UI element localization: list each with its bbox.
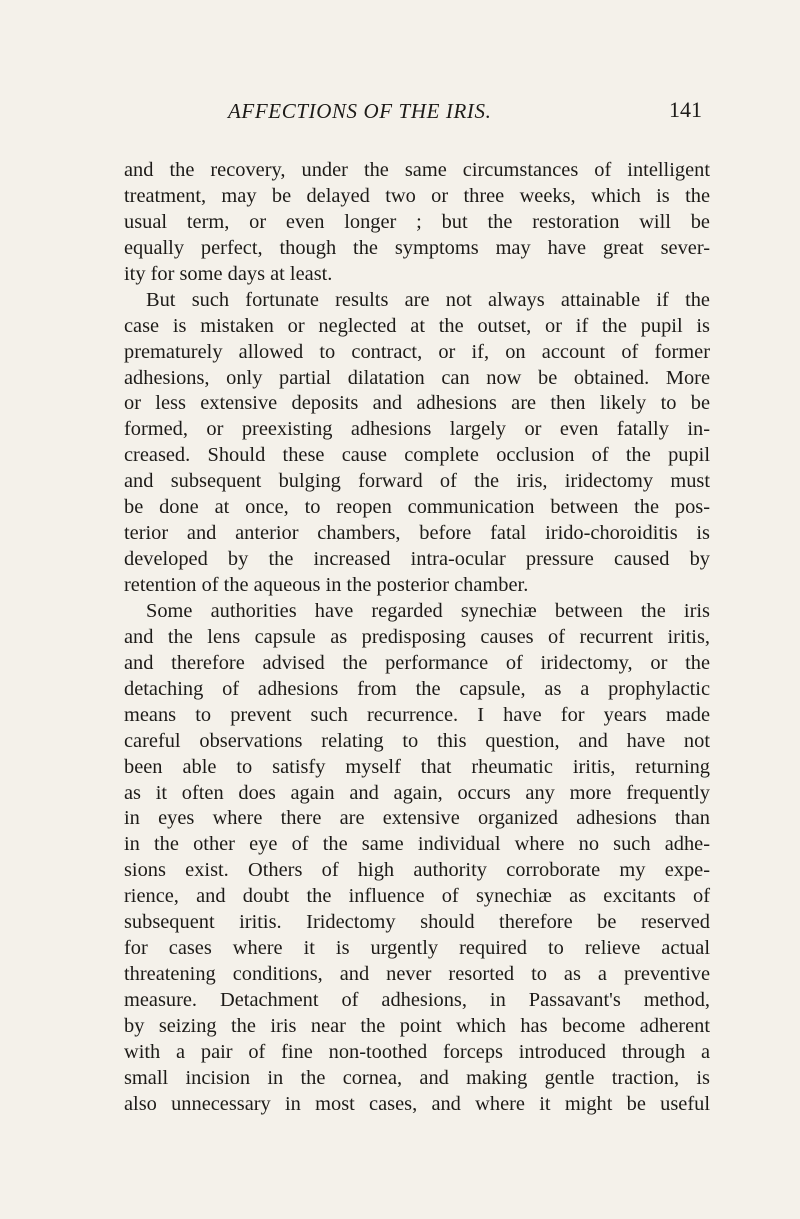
text-line: and therefore advised the performance of iridectomy, or the [124,651,710,674]
text-line: treatment, may be delayed two or three weeks, which is the [124,184,710,207]
text-line: threatening conditions, and never resorted to as a preventive [124,963,710,986]
text-line: be done at once, to reopen communication between the pos- [124,496,710,519]
text-line: subsequent iritis. Iridectomy should therefore be reserved [124,911,710,934]
text-line: by seizing the iris near the point which has become adherent [124,1014,710,1037]
text-line: and the recovery, under the same circumstances of intelligent [124,159,710,181]
text-line: prematurely allowed to contract, or if, on account of former [124,340,710,363]
text-line: retention of the aqueous in the posterior chamber. [124,574,529,596]
text-line: formed, or preexisting adhesions largely or even fatally in- [124,418,710,441]
text-line: means to prevent such recurrence. I have for years made [124,703,710,726]
text-line: small incision in the cornea, and making gentle traction, is [124,1066,710,1089]
text-line: But such fortunate results are not always attainable if the [146,288,710,311]
text-line: and subsequent bulging forward of the iris, iridectomy must [124,470,710,493]
text-line: also unnecessary in most cases, and where it might be useful [124,1092,710,1115]
text-line: usual term, or even longer ; but the restoration will be [124,210,710,233]
text-line: creased. Should these cause complete occlusion of the pupil [124,444,710,467]
running-head [120,93,704,133]
text-line: or less extensive deposits and adhesions are then likely to be [124,392,710,415]
page-number: 141 [669,97,702,122]
text-line: adhesions, only partial dilatation can now be obtained. More [124,366,710,389]
text-line: case is mistaken or neglected at the outset, or if the pupil is [124,314,710,337]
text-line: detaching of adhesions from the capsule, as a prophylactic [124,677,710,700]
text-line: Some authorities have regarded synechiæ between the iris [146,599,710,622]
text-line: and the lens capsule as predisposing causes of recurrent iritis, [124,625,710,648]
text-line: sions exist. Others of high authority corroborate my expe- [124,859,710,882]
text-line: equally perfect, though the symptoms may have great sever- [124,236,710,259]
text-line: measure. Detachment of adhesions, in Passavant's method, [124,989,710,1011]
text-line: in eyes where there are extensive organized adhesions than [124,807,710,830]
text-line: been able to satisfy myself that rheumatic iritis, returning [124,755,710,778]
text-line: rience, and doubt the influence of synechiæ as excitants of [124,885,710,908]
text-line: in the other eye of the same individual where no such adhe- [124,833,710,856]
text-line: developed by the increased intra-ocular pressure caused by [124,548,710,571]
text-line: with a pair of fine non-toothed forceps introduced through a [124,1040,710,1063]
body-text [124,158,710,1118]
running-title: AFFECTIONS OF THE IRIS. [228,99,492,123]
text-line: for cases where it is urgently required to relieve actual [124,937,710,960]
text-line: careful observations relating to this question, and have not [124,729,710,752]
text-line: terior and anterior chambers, before fatal irido-choroiditis is [124,522,710,545]
text-line: as it often does again and again, occurs any more frequently [124,781,710,804]
text-line: ity for some days at least. [124,262,333,285]
